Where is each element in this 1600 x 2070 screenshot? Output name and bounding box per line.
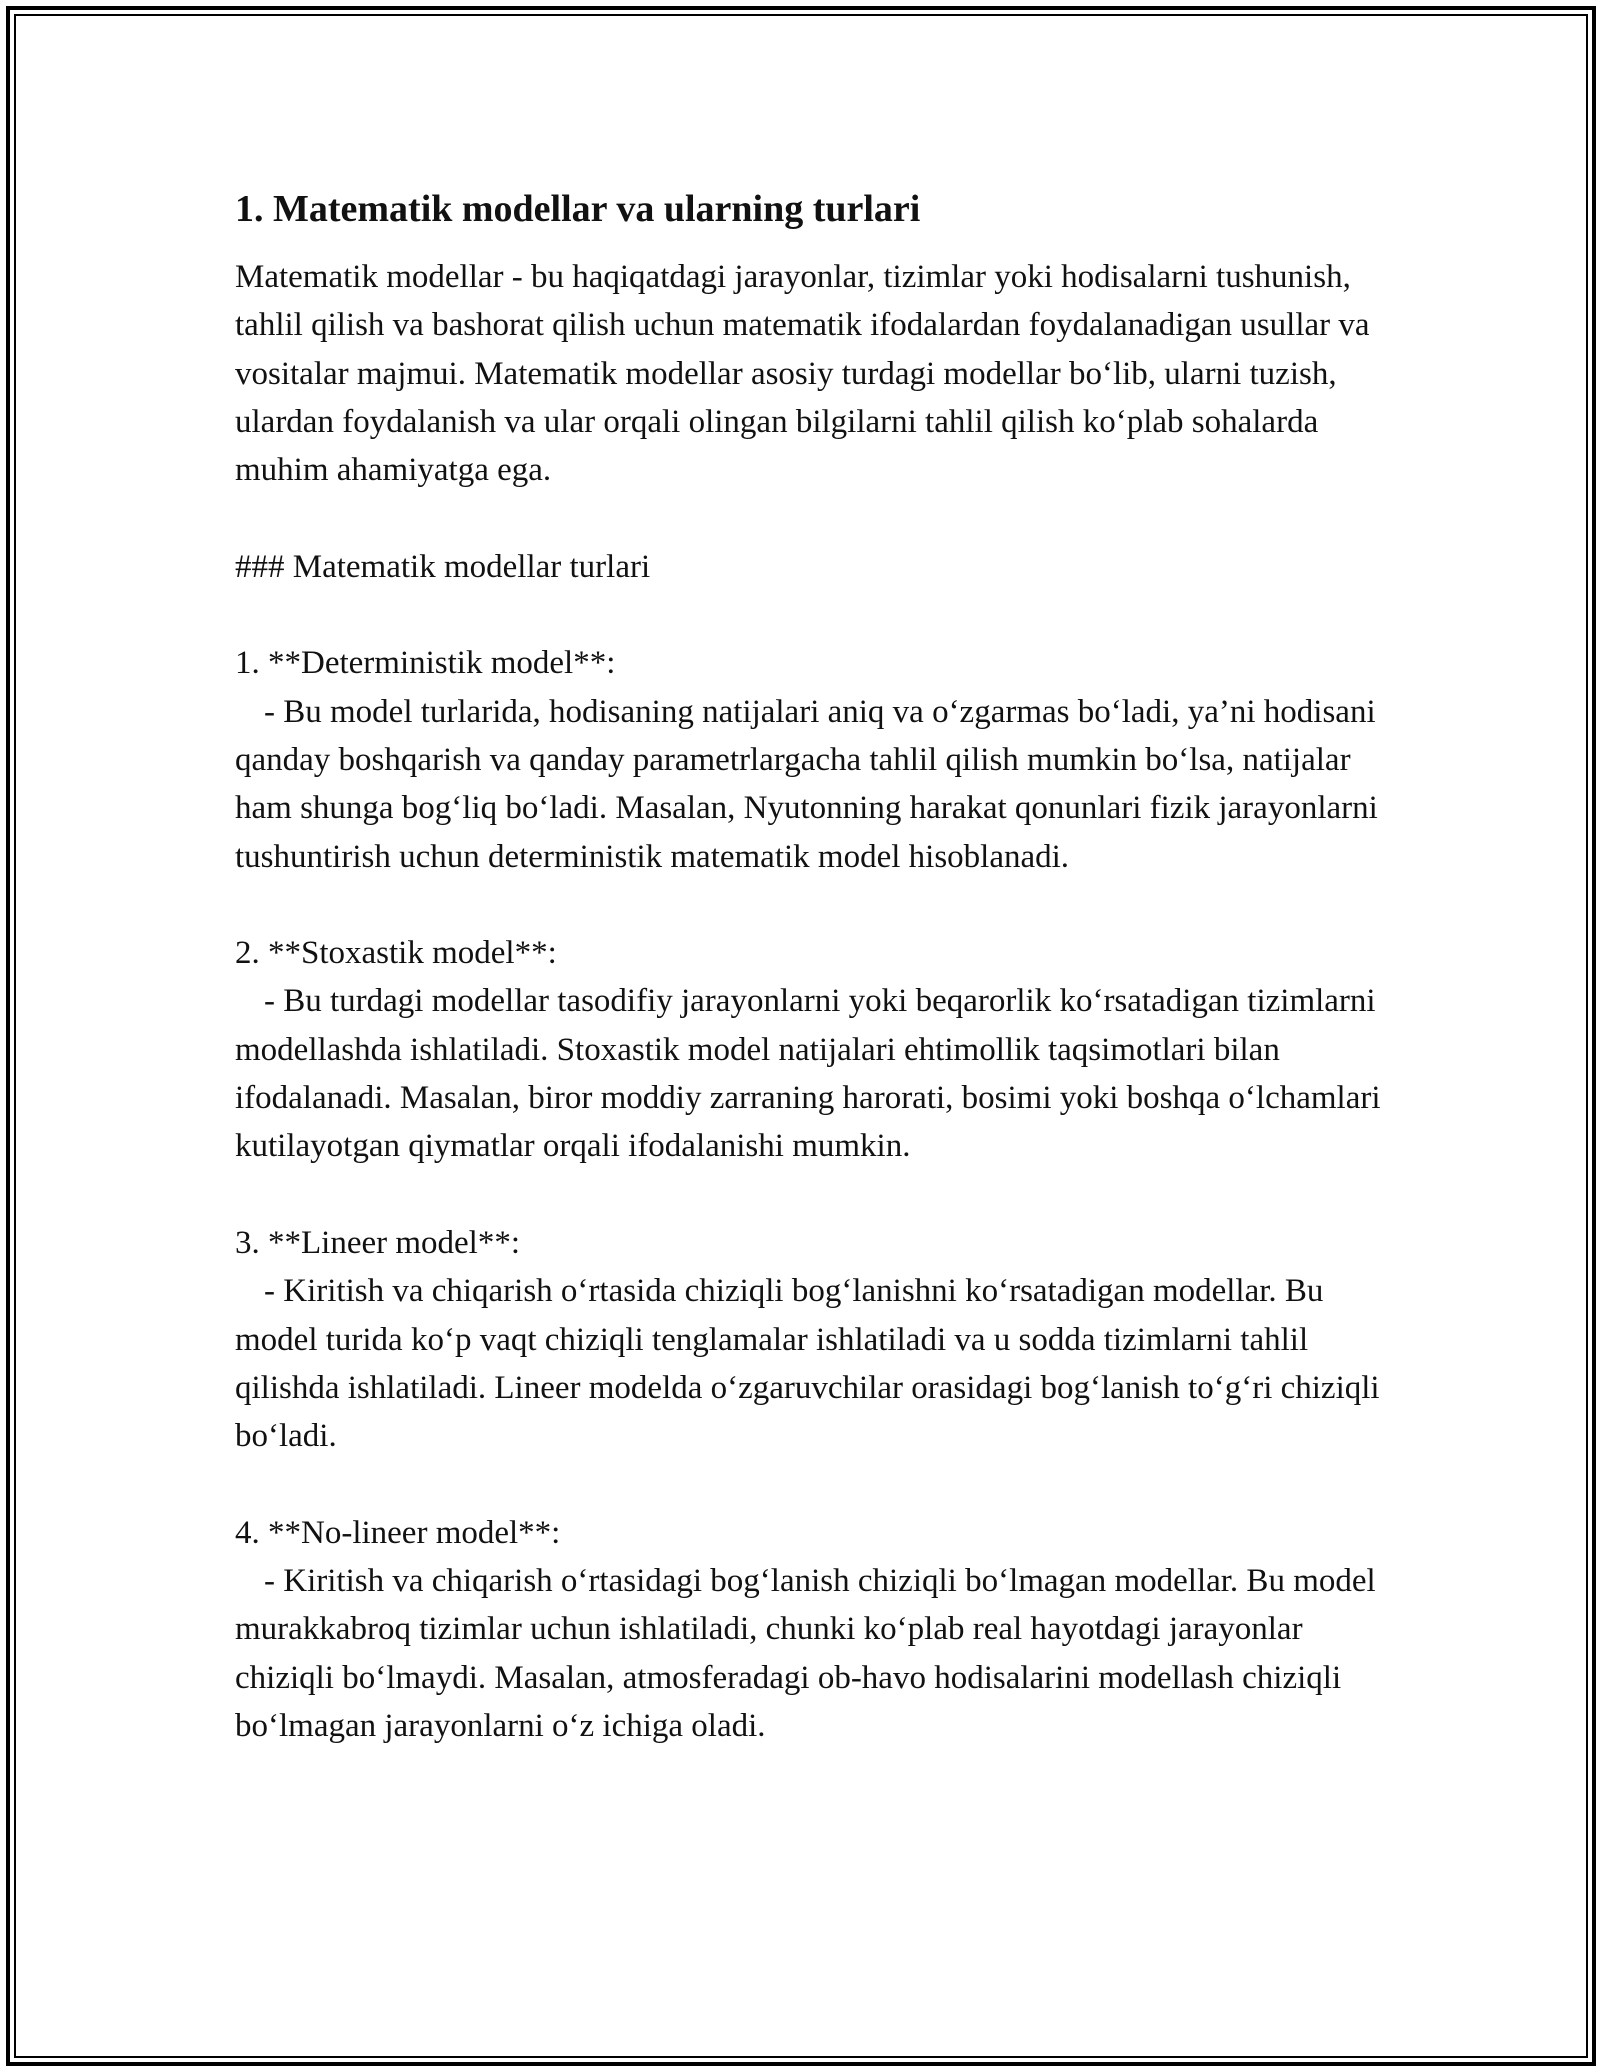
spacer	[235, 591, 1385, 639]
list-item-title: 1. **Deterministik model**:	[235, 645, 616, 682]
spacer	[235, 1460, 1385, 1508]
list-item-body-text: - Bu model turlarida, hodisaning natijalari aniq va o‘zgarmas bo‘ladi, ya’ni hodisani qanday boshqarish va qanday parametrlargacha tahlil qilish mumkin bo‘lsa, natijalar ham shunga bog‘liq bo‘ladi. Masalan, Nyutonning harakat qonunlari fizik jarayonlarni tushuntirish uchun deterministik matematik model hisoblanadi.	[235, 693, 1378, 875]
section-subheading: ### Matematik modellar turlari	[235, 548, 651, 585]
list-item-body-text: - Kiritish va chiqarish o‘rtasidagi bog‘lanish chiziqli bo‘lmagan modellar. Bu model murakkabroq tizimlar uchun ishlatiladi, chunki ko‘plab real hayotdagi jarayonlar chiziqli bo‘lmaydi. Masalan, atmosferadagi ob-havo hodisalarini modellash chiziqli bo‘lmagan jarayonlarni o‘z ichiga oladi.	[235, 1563, 1376, 1744]
list-item-title: 4. **No-lineer model**:	[235, 1514, 561, 1551]
list-item-body	[235, 977, 1385, 1170]
list-item-body	[235, 688, 1385, 881]
intro-paragraph: Matematik modellar - bu haqiqatdagi jarayonlar, tizimlar yoki hodisalarni tushunish, tahlil qilish va bashorat qilish uchun matematik ifodalardan foydalanadigan usullar va vositalar majmui. Matematik modellar asosiy turdagi modellar bo‘lib, ularni tuzish, ulardan foydalanish va ular orqali olingan bilgilarni tahlil qilish ko‘plab sohalarda muhim ahamiyatga ega.	[235, 259, 1370, 489]
list-item	[235, 929, 1385, 1170]
spacer	[235, 1171, 1385, 1219]
list-item-body	[235, 1267, 1385, 1460]
document-heading: 1. Matematik modellar va ularning turlari	[235, 188, 921, 230]
list-item-title: 2. **Stoxastik model**:	[235, 935, 557, 972]
spacer	[235, 881, 1385, 929]
document-content	[235, 185, 1385, 1750]
list-item-body-text: - Bu turdagi modellar tasodifiy jarayonlarni yoki beqarorlik ko‘rsatadigan tizimlarni modellashda ishlatiladi. Stoxastik model natijalari ehtimollik taqsimotlari bilan ifodalanadi. Masalan, biror moddiy zarraning harorati, bosimi yoki boshqa o‘lchamlari kutilayotgan qiymatlar orqali ifodalanishi mumkin.	[235, 983, 1381, 1165]
spacer	[235, 494, 1385, 542]
list-item	[235, 639, 1385, 880]
list-item-body	[235, 1557, 1385, 1750]
list-item	[235, 1509, 1385, 1750]
list-item-title: 3. **Lineer model**:	[235, 1224, 521, 1261]
list-item	[235, 1219, 1385, 1460]
list-item-body-text: - Kiritish va chiqarish o‘rtasida chiziqli bog‘lanishni ko‘rsatadigan modellar. Bu model turida ko‘p vaqt chiziqli tenglamalar ishlatiladi va u sodda tizimlarni tahlil qilishda ishlatiladi. Lineer modelda o‘zgaruvchilar orasidagi bog‘lanish to‘g‘ri chiziqli bo‘ladi.	[235, 1273, 1380, 1455]
